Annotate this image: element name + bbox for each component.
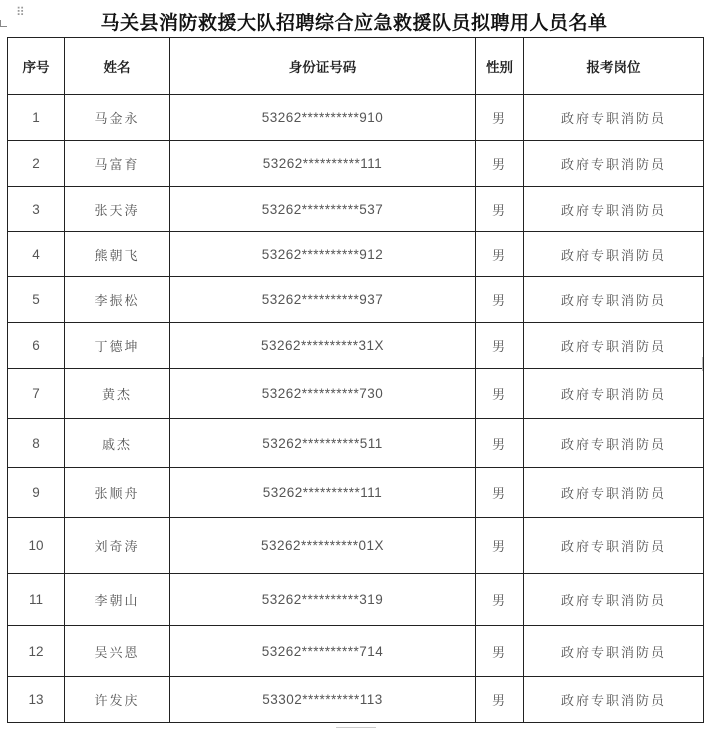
table-row — [8, 95, 704, 141]
page-break-marker — [336, 727, 376, 731]
cell-name: 戚杰 — [65, 419, 170, 468]
table-header-row — [8, 38, 704, 95]
cell-gender: 男 — [476, 419, 524, 468]
cell-name: 熊朝飞 — [65, 232, 170, 277]
table-row — [8, 419, 704, 468]
cell-post: 政府专职消防员 — [524, 419, 704, 468]
cell-name: 丁德坤 — [65, 323, 170, 369]
cell-name: 马金永 — [65, 95, 170, 141]
cell-gender: 男 — [476, 187, 524, 232]
cell-no: 8 — [8, 419, 65, 468]
header-post: 报考岗位 — [524, 38, 704, 95]
cell-no: 5 — [8, 277, 65, 323]
cell-id-number: 53262**********714 — [170, 626, 476, 677]
cell-name: 张顺舟 — [65, 468, 170, 518]
header-gender: 性别 — [476, 38, 524, 95]
table-row — [8, 187, 704, 232]
cell-post: 政府专职消防员 — [524, 323, 704, 369]
cell-post: 政府专职消防员 — [524, 626, 704, 677]
cell-post: 政府专职消防员 — [524, 468, 704, 518]
table-move-handle[interactable]: ⠿ — [16, 5, 26, 19]
cell-name: 张天涛 — [65, 187, 170, 232]
cell-post: 政府专职消防员 — [524, 187, 704, 232]
header-no: 序号 — [8, 38, 65, 95]
table-row — [8, 232, 704, 277]
table-row — [8, 323, 704, 369]
header-id-number: 身份证号码 — [170, 38, 476, 95]
cell-id-number: 53262**********31X — [170, 323, 476, 369]
cell-name: 黄杰 — [65, 369, 170, 419]
header-name: 姓名 — [65, 38, 170, 95]
cell-id-number: 53262**********937 — [170, 277, 476, 323]
cell-no: 12 — [8, 626, 65, 677]
table-row — [8, 677, 704, 723]
cell-id-number: 53262**********537 — [170, 187, 476, 232]
cell-id-number: 53262**********511 — [170, 419, 476, 468]
cell-post: 政府专职消防员 — [524, 232, 704, 277]
cell-gender: 男 — [476, 574, 524, 626]
cell-post: 政府专职消防员 — [524, 95, 704, 141]
cell-post: 政府专职消防员 — [524, 141, 704, 187]
cell-post: 政府专职消防员 — [524, 574, 704, 626]
cell-gender: 男 — [476, 323, 524, 369]
cell-gender: 男 — [476, 95, 524, 141]
cell-gender: 男 — [476, 277, 524, 323]
cell-gender: 男 — [476, 232, 524, 277]
cell-post: 政府专职消防员 — [524, 677, 704, 723]
cell-no: 2 — [8, 141, 65, 187]
table-resize-marker[interactable] — [702, 357, 708, 371]
page-title: 马关县消防救援大队招聘综合应急救援队员拟聘用人员名单 — [100, 12, 608, 34]
cell-id-number: 53262**********910 — [170, 95, 476, 141]
cell-no: 3 — [8, 187, 65, 232]
cell-name: 吴兴恩 — [65, 626, 170, 677]
table-row — [8, 369, 704, 419]
candidate-table — [7, 37, 704, 723]
cell-id-number: 53262**********111 — [170, 468, 476, 518]
cell-id-number: 53262**********730 — [170, 369, 476, 419]
table-body — [8, 95, 704, 723]
cell-gender: 男 — [476, 369, 524, 419]
table-row — [8, 626, 704, 677]
cell-name: 马富育 — [65, 141, 170, 187]
table-row — [8, 574, 704, 626]
cell-no: 13 — [8, 677, 65, 723]
cell-post: 政府专职消防员 — [524, 518, 704, 574]
cell-id-number: 53262**********319 — [170, 574, 476, 626]
cell-id-number: 53302**********113 — [170, 677, 476, 723]
cell-post: 政府专职消防员 — [524, 277, 704, 323]
cell-no: 7 — [8, 369, 65, 419]
cell-name: 许发庆 — [65, 677, 170, 723]
cell-no: 9 — [8, 468, 65, 518]
cell-gender: 男 — [476, 518, 524, 574]
cell-name: 李朝山 — [65, 574, 170, 626]
cell-no: 10 — [8, 518, 65, 574]
table-row — [8, 277, 704, 323]
table-row — [8, 518, 704, 574]
cell-id-number: 53262**********912 — [170, 232, 476, 277]
table-row — [8, 468, 704, 518]
cell-no: 11 — [8, 574, 65, 626]
cell-id-number: 53262**********111 — [170, 141, 476, 187]
cell-name: 李振松 — [65, 277, 170, 323]
cell-post: 政府专职消防员 — [524, 369, 704, 419]
cell-gender: 男 — [476, 141, 524, 187]
cell-gender: 男 — [476, 626, 524, 677]
cell-no: 6 — [8, 323, 65, 369]
cell-gender: 男 — [476, 468, 524, 518]
table-row — [8, 141, 704, 187]
cell-gender: 男 — [476, 677, 524, 723]
cell-id-number: 53262**********01X — [170, 518, 476, 574]
cell-name: 刘奇涛 — [65, 518, 170, 574]
cell-no: 1 — [8, 95, 65, 141]
cell-no: 4 — [8, 232, 65, 277]
